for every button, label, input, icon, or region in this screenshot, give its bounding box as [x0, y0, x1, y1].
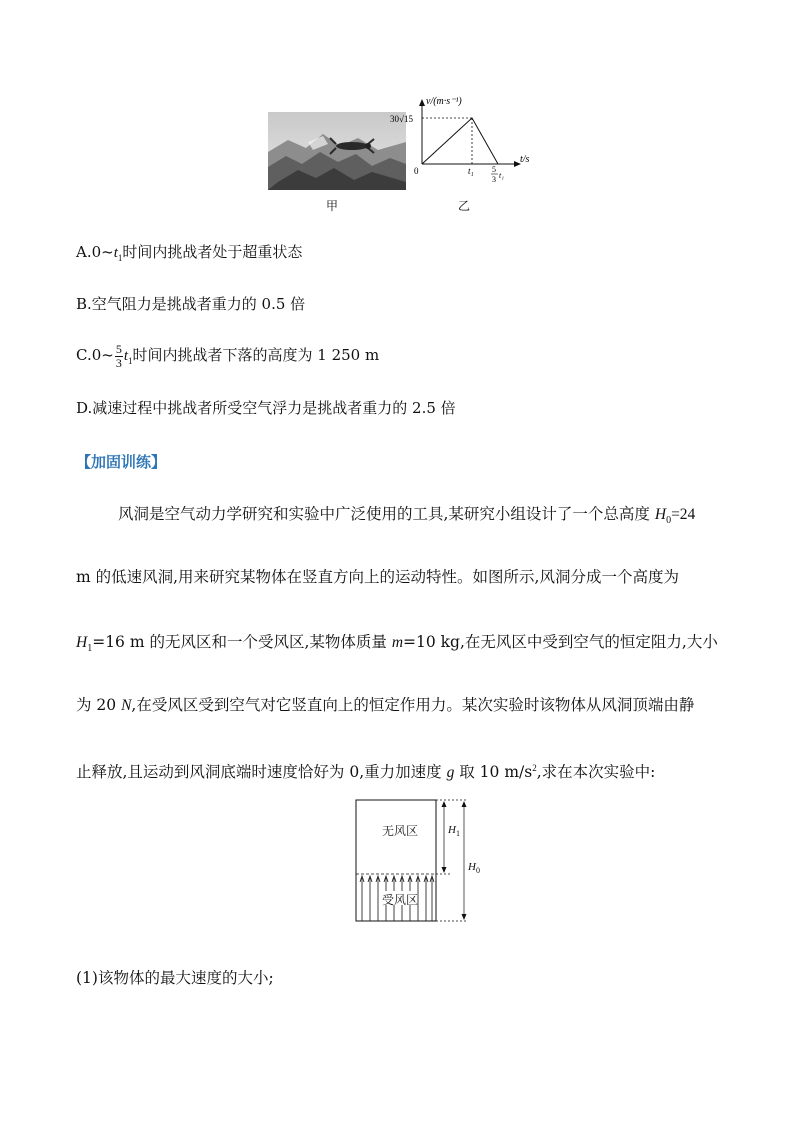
option-c-prefix: C.0~ — [76, 346, 114, 364]
option-a-sub: 1 — [117, 253, 123, 263]
y-axis-arrow — [419, 99, 425, 106]
peak-value-label: 30√15 — [390, 114, 413, 124]
problem-line-5-text-a: 止释放,且运动到风洞底端时速度恰好为 0,重力加速度 — [76, 763, 447, 782]
problem-line-5-sup: 2 — [532, 763, 537, 773]
end-tick-numerator: 5 — [492, 165, 496, 174]
problem-line-1-text-b: =24 — [671, 506, 696, 523]
h1-label-var: H — [448, 824, 456, 836]
problem-line-5-text-b: 取 10 m/s — [454, 763, 533, 782]
problem-newton-unit: N — [121, 697, 132, 714]
no-wind-zone-label: 无风区 — [382, 824, 419, 838]
problem-h0-sub: 0 — [666, 515, 672, 527]
problem-line-5-text-c: ,求在本次实验中: — [536, 763, 656, 782]
problem-mass-var: m — [391, 634, 404, 651]
end-tick-denominator: 3 — [492, 175, 496, 184]
problem-line-1 — [118, 503, 695, 532]
problem-line-1-text-a: 风洞是空气动力学研究和实验中广泛使用的工具,某研究小组设计了一个总高度 — [118, 505, 655, 523]
option-a-text: 时间内挑战者处于超重状态 — [122, 243, 303, 261]
h0-label-var: H — [468, 861, 476, 873]
option-b: B.空气阻力是挑战者重力的 0.5 倍 — [76, 295, 306, 313]
problem-line-4 — [76, 694, 694, 717]
problem-h1-var: H — [76, 634, 88, 651]
wind-zone-label: 受风区 — [382, 893, 419, 907]
origin-label: 0 — [414, 166, 419, 176]
option-c-var: t — [123, 348, 128, 364]
option-c-text: 时间内挑战者下落的高度为 1 250 m — [132, 346, 380, 364]
h0-label-sub: 0 — [475, 866, 480, 876]
h1-label-sub: 1 — [455, 829, 460, 839]
problem-line-3-text-b: =10 kg,在无风区中受到空气的恒定阻力,大小 — [403, 633, 718, 651]
option-a-prefix: A.0~ — [76, 243, 114, 261]
h1-label — [448, 823, 460, 838]
question-1: (1)该物体的最大速度的大小; — [76, 969, 274, 987]
graph-caption: 乙 — [458, 199, 471, 213]
problem-line-5 — [76, 757, 655, 784]
problem-h0-var: H — [654, 506, 667, 523]
h0-label — [468, 860, 480, 875]
section-heading: 【加固训练】 — [76, 453, 167, 471]
problem-line-4-text-a: 为 20 — [76, 696, 122, 714]
problem-gravity-var: g — [446, 764, 455, 782]
problem-h1-sub: 1 — [87, 643, 93, 655]
option-a-var: t — [113, 245, 118, 261]
option-c — [76, 340, 379, 376]
t1-tick-label: t₁ — [468, 166, 474, 176]
option-c-fraction — [115, 343, 123, 370]
option-c-frac-num: 5 — [115, 341, 122, 356]
problem-line-3 — [76, 631, 718, 660]
end-tick-variable: t₁ — [499, 171, 505, 180]
option-d: D.减速过程中挑战者所受空气浮力是挑战者重力的 2.5 倍 — [76, 399, 456, 417]
problem-line-4-text-b: ,在受风区受到空气对它竖直向上的恒定作用力。某次实验时该物体从风洞顶端由静 — [131, 696, 695, 714]
option-a — [76, 242, 302, 268]
x-axis-label: t/s — [520, 154, 530, 165]
y-axis-label: v/(m·s⁻¹) — [426, 96, 462, 107]
option-c-frac-den: 3 — [115, 355, 122, 370]
velocity-time-graph — [386, 94, 546, 194]
option-c-sub: 1 — [128, 356, 133, 366]
problem-line-3-text-a: =16 m 的无风区和一个受风区,某物体质量 — [92, 633, 392, 651]
problem-line-2: m 的低速风洞,用来研究某物体在竖直方向上的运动特性。如图所示,风洞分成一个高度为 — [76, 568, 679, 586]
photo-caption: 甲 — [326, 199, 339, 213]
velocity-line — [422, 118, 498, 164]
